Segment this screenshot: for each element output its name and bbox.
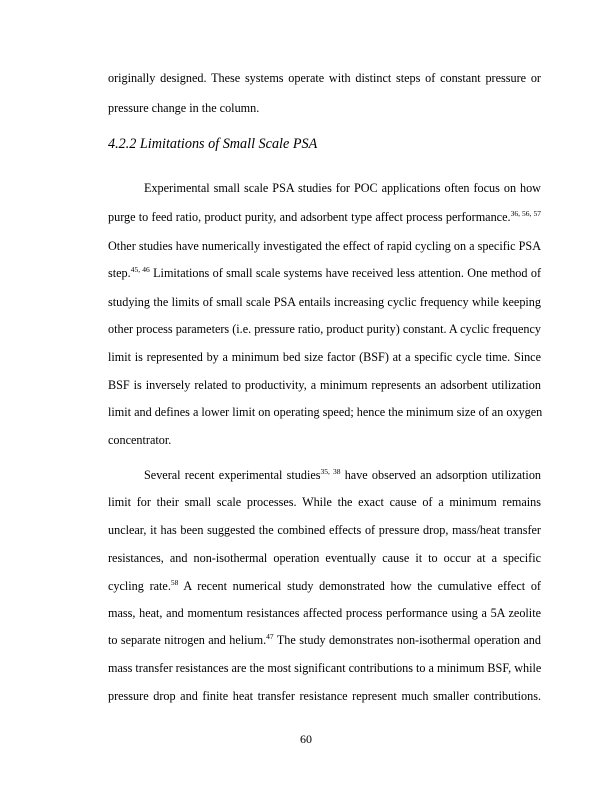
text-line: concentrator. bbox=[108, 433, 172, 447]
text-span: Several recent experimental studies bbox=[144, 468, 321, 482]
text-line: originally designed. These systems operate with distinct steps of constant pressure or bbox=[108, 71, 541, 85]
text-line: resistances, and non-isothermal operation eventually cause it to occur at a specific bbox=[108, 551, 541, 565]
text-line: other process parameters (i.e. pressure ratio, product purity) constant. A cyclic frequency bbox=[108, 322, 541, 336]
text-line: pressure change in the column. bbox=[108, 101, 260, 115]
citation-ref: 35, 38 bbox=[320, 467, 341, 476]
text-line: pressure drop and finite heat transfer resistance represent much smaller contributions. bbox=[108, 689, 541, 703]
text-span: Limitations of small scale systems have received less attention. One method of bbox=[149, 266, 542, 280]
section-number: 4.2.2 bbox=[108, 136, 137, 152]
text-line: studying the limits of small scale PSA entails increasing cyclic frequency while keeping bbox=[108, 295, 541, 309]
section-heading bbox=[108, 135, 317, 153]
text-line: unclear, it has been suggested the combined effects of pressure drop, mass/heat transfer bbox=[108, 523, 541, 537]
citation-ref: 36, 56, 57 bbox=[510, 209, 542, 218]
text-span: to separate nitrogen and helium. bbox=[108, 633, 267, 647]
text-line: mass transfer resistances are the most significant contributions to a minimum BSF, while bbox=[108, 661, 542, 675]
text-line: BSF is inversely related to productivity, a minimum represents an adsorbent utilization bbox=[108, 378, 541, 392]
citation-ref: 45, 46 bbox=[130, 265, 150, 274]
text-line bbox=[108, 266, 541, 281]
text-line bbox=[108, 633, 541, 648]
text-line bbox=[108, 210, 541, 225]
text-span: The study demonstrates non-isothermal operation and bbox=[273, 633, 541, 647]
text-span: have observed an adsorption utilization bbox=[340, 468, 542, 482]
citation-ref: 47 bbox=[266, 632, 274, 641]
text-line: Experimental small scale PSA studies for POC applications often focus on how bbox=[144, 181, 541, 195]
citation-ref: 58 bbox=[170, 578, 179, 587]
text-line: limit for their small scale processes. While the exact cause of a minimum remains bbox=[108, 495, 541, 509]
text-span: step. bbox=[108, 266, 131, 280]
text-line bbox=[144, 468, 541, 483]
text-span: A recent numerical study demonstrated how the cumulative effect of bbox=[178, 579, 541, 593]
section-title: Limitations of Small Scale PSA bbox=[139, 136, 318, 152]
text-line: limit is represented by a minimum bed size factor (BSF) at a specific cycle time. Since bbox=[108, 350, 541, 364]
text-line: mass, heat, and momentum resistances affected process performance using a 5A zeolite bbox=[108, 606, 541, 620]
text-span: cycling rate. bbox=[108, 579, 171, 593]
text-line bbox=[108, 579, 541, 594]
text-line: limit and defines a lower limit on operating speed; hence the minimum size of an oxygen bbox=[108, 405, 543, 419]
page-number: 60 bbox=[300, 732, 312, 746]
text-line: Other studies have numerically investigated the effect of rapid cycling on a specific PSA bbox=[108, 239, 541, 253]
text-span: purge to feed ratio, product purity, and adsorbent type affect process performance. bbox=[108, 210, 511, 224]
